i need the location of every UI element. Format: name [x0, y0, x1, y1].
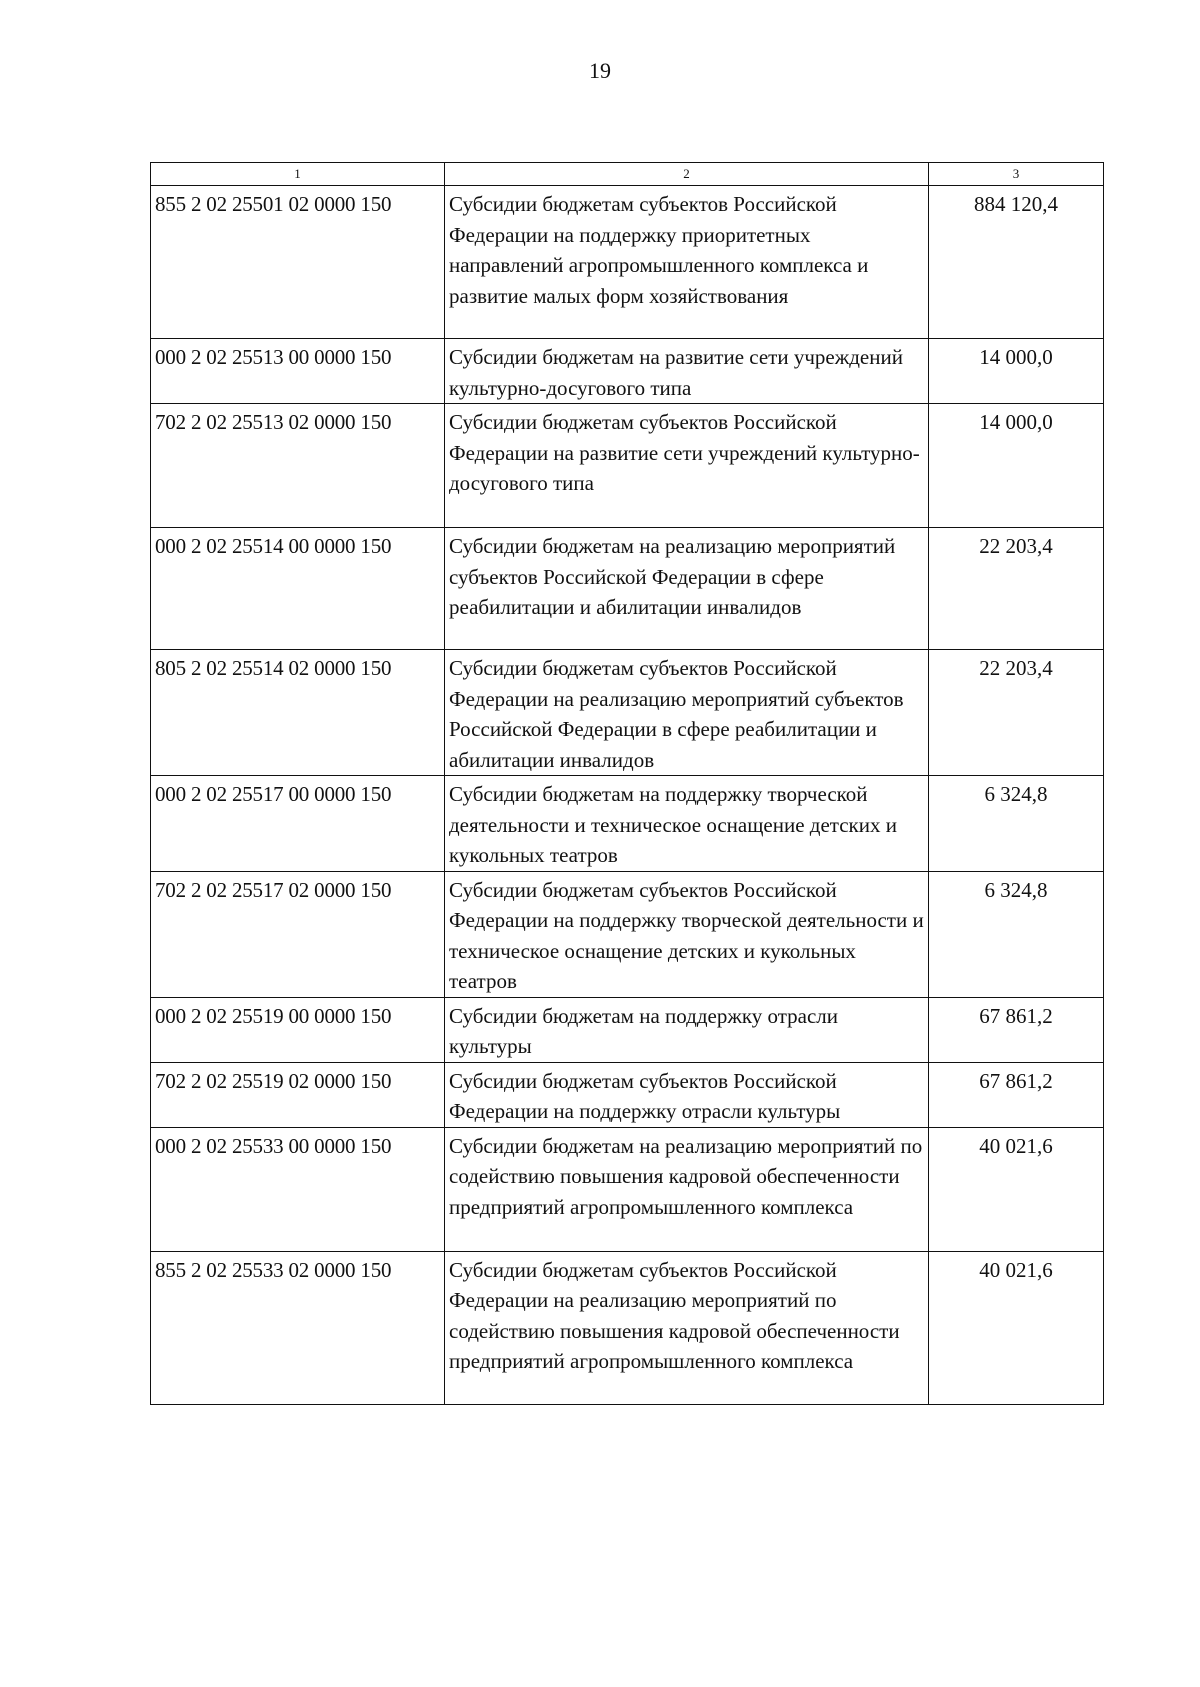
table-row: [151, 186, 1104, 339]
row-description: Субсидии бюджетам на поддержку отрасли культуры: [445, 997, 929, 1062]
row-amount: 22 203,4: [929, 528, 1104, 650]
column-header-code: 1: [151, 163, 445, 186]
row-code: 855 2 02 25533 02 0000 150: [151, 1251, 445, 1404]
row-description: Субсидии бюджетам субъектов Российской Федерации на поддержку отрасли культуры: [445, 1062, 929, 1127]
row-code: 000 2 02 25513 00 0000 150: [151, 339, 445, 404]
table-row: [151, 1062, 1104, 1127]
row-code: 000 2 02 25519 00 0000 150: [151, 997, 445, 1062]
column-header-description: 2: [445, 163, 929, 186]
column-header-amount: 3: [929, 163, 1104, 186]
row-amount: 6 324,8: [929, 871, 1104, 997]
row-code: 805 2 02 25514 02 0000 150: [151, 650, 445, 776]
row-description: Субсидии бюджетам на реализацию мероприятий по содействию повышения кадровой обеспеченности предприятий агропромышленного комплекса: [445, 1127, 929, 1251]
row-code: 702 2 02 25517 02 0000 150: [151, 871, 445, 997]
row-amount: 40 021,6: [929, 1251, 1104, 1404]
row-description: Субсидии бюджетам субъектов Российской Федерации на развитие сети учреждений культурно-досугового типа: [445, 404, 929, 528]
table-row: [151, 1251, 1104, 1404]
table-row: [151, 1127, 1104, 1251]
row-code: 000 2 02 25533 00 0000 150: [151, 1127, 445, 1251]
table-row: [151, 528, 1104, 650]
row-amount: 14 000,0: [929, 404, 1104, 528]
row-code: 702 2 02 25519 02 0000 150: [151, 1062, 445, 1127]
row-amount: 40 021,6: [929, 1127, 1104, 1251]
row-code: 000 2 02 25517 00 0000 150: [151, 776, 445, 872]
table-row: [151, 404, 1104, 528]
row-amount: 67 861,2: [929, 1062, 1104, 1127]
table-row: [151, 776, 1104, 872]
row-amount: 22 203,4: [929, 650, 1104, 776]
row-amount: 14 000,0: [929, 339, 1104, 404]
table-row: [151, 339, 1104, 404]
row-amount: 6 324,8: [929, 776, 1104, 872]
budget-table: [150, 162, 1104, 1405]
table-row: [151, 997, 1104, 1062]
header-row: [151, 163, 1104, 186]
row-code: 000 2 02 25514 00 0000 150: [151, 528, 445, 650]
row-description: Субсидии бюджетам субъектов Российской Федерации на поддержку приоритетных направлений агропромышленного комплекса и развитие малых форм хозяйствования: [445, 186, 929, 339]
row-description: Субсидии бюджетам на реализацию мероприятий субъектов Российской Федерации в сфере реабилитации и абилитации инвалидов: [445, 528, 929, 650]
page-number: 19: [589, 58, 611, 83]
row-description: Субсидии бюджетам на поддержку творческой деятельности и техническое оснащение детских и кукольных театров: [445, 776, 929, 872]
row-code: 702 2 02 25513 02 0000 150: [151, 404, 445, 528]
row-description: Субсидии бюджетам на развитие сети учреждений культурно-досугового типа: [445, 339, 929, 404]
row-amount: 67 861,2: [929, 997, 1104, 1062]
row-amount: 884 120,4: [929, 186, 1104, 339]
row-description: Субсидии бюджетам субъектов Российской Федерации на поддержку творческой деятельности и техническое оснащение детских и кукольных театров: [445, 871, 929, 997]
row-description: Субсидии бюджетам субъектов Российской Федерации на реализацию мероприятий по содействию повышения кадровой обеспеченности предприятий агропромышленного комплекса: [445, 1251, 929, 1404]
table-row: [151, 871, 1104, 997]
table-row: [151, 650, 1104, 776]
row-code: 855 2 02 25501 02 0000 150: [151, 186, 445, 339]
row-description: Субсидии бюджетам субъектов Российской Федерации на реализацию мероприятий субъектов Российской Федерации в сфере реабилитации и абилитации инвалидов: [445, 650, 929, 776]
